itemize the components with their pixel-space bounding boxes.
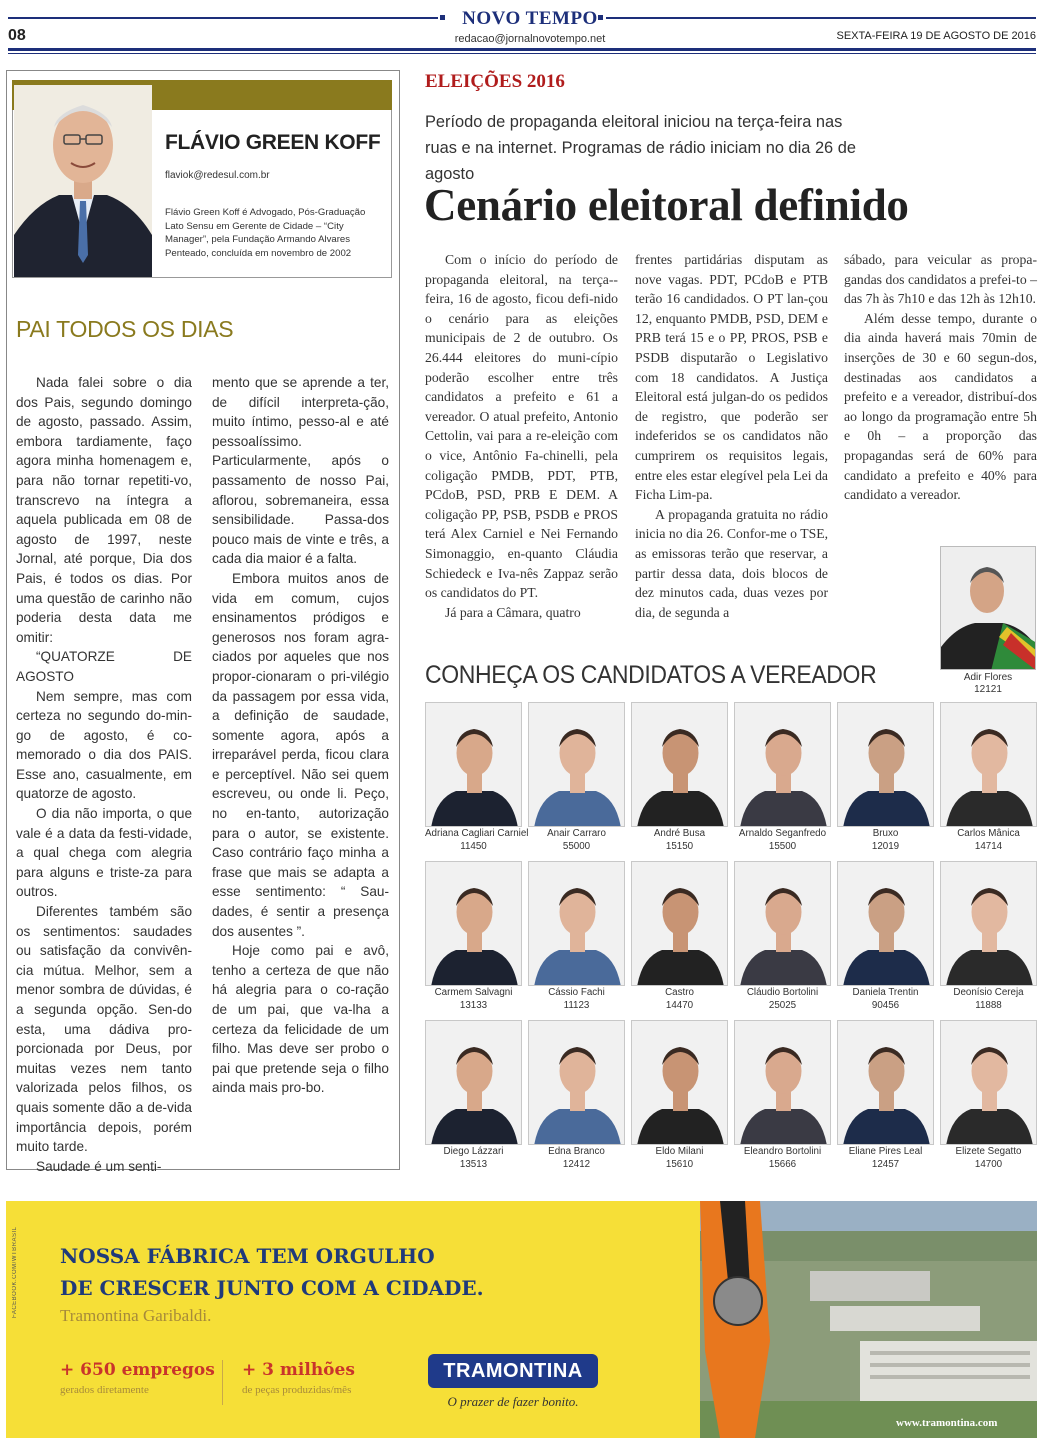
candidate-photo bbox=[734, 1020, 831, 1145]
candidate-number: 15150 bbox=[665, 840, 694, 852]
candidate-name: Carmem Salvagni bbox=[434, 987, 513, 998]
article-column-3 bbox=[844, 250, 1037, 505]
paragraph: sábado, para veicular as propa-gandas dos candidatos a prefei-to –das 7h às 7h10 e das 12h às 12h10. bbox=[844, 252, 1037, 307]
candidate-card bbox=[734, 1020, 831, 1171]
author-bio: Flávio Green Koff é Advogado, Pós-Graduação Lato Sensu em Gerente de Cidade – “City Manager”, pela Fundação Armando Alvares Penteado, concluída em novembro de 2002 bbox=[165, 207, 366, 259]
paragraph: Diferentes também são os sentimentos: saudades ou satisfação da convivên-cia mútua. Melhor, sem a menor sombra de dúvidas, é a segunda opção. Sen-do esta, uma dádiva pro-porcionada por Deus, por muitas vezes nem tanto valorizada pelos filhos, os quais somente dão a de-vida importância depois, porém muito tarde. bbox=[16, 904, 192, 1155]
candidate-name: Eldo Milani bbox=[655, 1146, 704, 1157]
candidate-photo bbox=[425, 1020, 522, 1145]
candidate-photo bbox=[528, 702, 625, 827]
candidate-card bbox=[425, 1020, 522, 1171]
candidate-card bbox=[940, 861, 1037, 1012]
featured-candidate-photo bbox=[940, 546, 1036, 670]
candidate-card bbox=[940, 702, 1037, 853]
candidate-number: 12019 bbox=[871, 840, 900, 852]
candidate-number: 90456 bbox=[871, 999, 900, 1011]
candidate-name: Daniela Trentin bbox=[852, 987, 919, 998]
paragraph: O dia não importa, o que vale é a data da festi-vidade, a qual chega com alegria para alguns e triste-za para outros. bbox=[16, 806, 192, 900]
paragraph: Além desse tempo, durante o dia ainda haverá mais 70min de inserções de 30 e 60 segun-dos, destinadas aos candidatos a prefeito e a vereador, distribuí-dos ao longo da programação entre 5h e 0h – a proporção das propagandas será de 60% para candidato a prefeito e 40% para candidato a vereador. bbox=[844, 310, 1037, 503]
candidate-photo bbox=[631, 861, 728, 986]
column-text-2 bbox=[212, 373, 389, 1098]
candidate-card bbox=[837, 861, 934, 1012]
candidate-card bbox=[528, 861, 625, 1012]
article-headline: Cenário eleitoral definido bbox=[424, 180, 909, 230]
candidate-number: 15610 bbox=[665, 1158, 694, 1170]
candidate-name: Carlos Mânica bbox=[957, 828, 1020, 839]
candidate-photo bbox=[940, 702, 1037, 827]
header-dot-right bbox=[598, 15, 603, 20]
candidate-card bbox=[734, 861, 831, 1012]
header-email[interactable]: redacao@jornalnovotempo.net bbox=[454, 33, 606, 45]
candidate-card bbox=[528, 1020, 625, 1171]
page-number: 08 bbox=[8, 27, 26, 44]
ad-side-text: FACEBOOK.COM/WTBRASIL bbox=[12, 1226, 18, 1318]
article-column-2 bbox=[635, 250, 828, 622]
candidate-card bbox=[425, 861, 522, 1012]
candidate-name: Cássio Fachi bbox=[548, 987, 605, 998]
ad-headline-line: NOSSA FÁBRICA TEM ORGULHO bbox=[60, 1244, 435, 1268]
candidate-number: 15500 bbox=[768, 840, 797, 852]
tramontina-logo[interactable]: TRAMONTINA bbox=[428, 1354, 598, 1388]
candidate-number: 12412 bbox=[562, 1158, 591, 1170]
candidate-card bbox=[631, 702, 728, 853]
candidate-number: 14470 bbox=[665, 999, 694, 1011]
candidate-number: 14714 bbox=[974, 840, 1003, 852]
candidate-photo bbox=[940, 861, 1037, 986]
newspaper-title: NOVO TEMPO bbox=[462, 8, 598, 29]
candidates-title: CONHEÇA OS CANDIDATOS A VEREADOR bbox=[425, 661, 877, 689]
ad-headline bbox=[60, 1240, 484, 1304]
paragraph: Já para a Câmara, quatro bbox=[445, 604, 581, 620]
factory-aerial-photo bbox=[700, 1201, 1037, 1438]
candidate-number: 11888 bbox=[975, 999, 1002, 1011]
article-kicker: ELEIÇÕES 2016 bbox=[425, 71, 565, 92]
candidate-card bbox=[837, 702, 934, 853]
ad-stat-pieces-caption: de peças produzidas/mês bbox=[242, 1384, 352, 1396]
candidate-photo bbox=[631, 1020, 728, 1145]
column-text-1 bbox=[16, 373, 192, 1176]
candidate-card bbox=[734, 702, 831, 853]
ad-stat-jobs-caption: gerados diretamente bbox=[60, 1384, 149, 1396]
header-rule-thin bbox=[8, 53, 1036, 54]
candidate-name: Edna Branco bbox=[548, 1146, 605, 1157]
candidate-photo bbox=[734, 702, 831, 827]
featured-candidate-caption bbox=[940, 672, 1036, 696]
candidate-name: Arnaldo Seganfredo bbox=[738, 828, 827, 839]
candidate-number: 11450 bbox=[460, 840, 487, 852]
candidate-photo bbox=[425, 861, 522, 986]
candidate-number: 12457 bbox=[871, 1158, 900, 1170]
header-line-left bbox=[8, 17, 438, 19]
candidate-name: Adriana Cagliari Carniel bbox=[425, 828, 529, 839]
candidate-card bbox=[631, 861, 728, 1012]
candidate-card bbox=[425, 702, 529, 853]
author-photo bbox=[14, 85, 152, 277]
candidate-photo bbox=[425, 702, 522, 827]
paragraph: Com o início do período de propaganda eleitoral, na terça--feira, 16 de agosto, ficou defi-nido o cenário para as eleições municipais de 2 de outubro. Os 26.444 eleitores do muni-cípio poderão escolher entre três candidatos a prefeito e 61 a vereador. O atual prefeito, Antonio Cettolin, vai para a re-eleição com o vice, Antônio Fa-chinelli, pela coligação PMDB, PDT, PTB, PCdoB, PSD, PRB E DEM. A coligação PP, PSB, PSDB e PROS terá Alex Carniel e Nei Fernando Simonaggio, en-quanto Cláudia Schiedeck e Iva-nês Zappaz serão os candidatos do PT. bbox=[425, 252, 618, 601]
candidate-number: 55000 bbox=[562, 840, 591, 852]
article-deck: Período de propaganda eleitoral iniciou na terça-feira nas ruas e na internet. Programas de rádio iniciam no dia 26 de agosto bbox=[425, 113, 856, 183]
candidate-photo bbox=[528, 861, 625, 986]
paragraph: Embora muitos anos de vida em comum, cujos ensinamentos pródigos e generosos nos foram agra-ciados por aqueles que nos propor-cionaram o pri-vilégio da passagem por essa vida, a definição de saudade, somente agora, após a irreparável perda, ficou clara e perceptível. Não sei quem escreveu, ou onde li. Peço, no en-tanto, autorização para o autor, se existente. Caso contrário faço minha a frase que mais se adapta a esse sentimento: “ Sau-dades, é sentir a presença dos ausentes ”. bbox=[212, 570, 389, 939]
ad-headline-line: DE CRESCER JUNTO COM A CIDADE. bbox=[60, 1276, 484, 1300]
candidate-name: Adir Flores bbox=[963, 672, 1013, 683]
candidate-photo bbox=[837, 702, 934, 827]
candidate-photo bbox=[734, 861, 831, 986]
candidate-photo bbox=[631, 702, 728, 827]
header-date: SEXTA-FEIRA 19 DE AGOSTO DE 2016 bbox=[836, 30, 1036, 42]
candidate-name: Deonísio Cereja bbox=[953, 987, 1024, 998]
candidate-number: 14700 bbox=[974, 1158, 1003, 1170]
candidate-number: 12121 bbox=[974, 684, 1002, 695]
author-email[interactable]: flaviok@redesul.com.br bbox=[165, 170, 270, 181]
candidate-photo bbox=[528, 1020, 625, 1145]
ad-url[interactable]: www.tramontina.com bbox=[896, 1417, 998, 1429]
paragraph: Nem sempre, mas com certeza no segundo do-min-go de agosto, é co-memorado o dia dos PAIS. Esse ano, casualmente, em quatorze de agosto. bbox=[16, 688, 192, 802]
ad-stat-jobs: + 650 empregos bbox=[60, 1360, 215, 1380]
ad-tagline: O prazer de fazer bonito. bbox=[447, 1394, 579, 1409]
candidate-card bbox=[631, 1020, 728, 1171]
paragraph: “QUATORZE DE AGOSTO bbox=[16, 649, 192, 684]
candidate-name: Eleandro Bortolini bbox=[743, 1146, 822, 1157]
candidate-photo bbox=[837, 861, 934, 986]
candidate-name: André Busa bbox=[653, 828, 706, 839]
candidate-card bbox=[940, 1020, 1037, 1171]
paragraph: Saudade é um senti- bbox=[36, 1158, 162, 1174]
candidate-number: 15666 bbox=[768, 1158, 797, 1170]
candidate-card bbox=[837, 1020, 934, 1171]
candidate-name: Bruxo bbox=[872, 828, 899, 839]
ad-divider bbox=[222, 1360, 223, 1405]
candidate-name: Cláudio Bortolini bbox=[746, 987, 819, 998]
candidate-number: 11123 bbox=[563, 999, 590, 1011]
header-rule bbox=[8, 48, 1036, 51]
candidate-number: 13133 bbox=[459, 999, 488, 1011]
ad-subtitle: Tramontina Garibaldi. bbox=[60, 1306, 212, 1325]
candidate-name: Diego Lázzari bbox=[443, 1146, 504, 1157]
candidate-photo bbox=[837, 1020, 934, 1145]
paragraph: Hoje como pai e avô, tenho a certeza de que não há alegria para o co-ração de um pai, que va-lha a certeza da felicidade de um filho. Mas deve ser probo o pai que pretende seja o filho ainda mais pro-bo. bbox=[212, 943, 389, 1096]
paragraph: mento que se aprende a ter, de difícil interpreta-ção, muito íntimo, pesso-al e até pessoalíssimo. Particularmente, após o passamento de nosso Pai, aflorou, sobremaneira, essa sensibilidade. Passa-dos pouco mais de vinte e três, a cada dia maior é a falta. bbox=[212, 375, 389, 567]
header-line-right bbox=[606, 17, 1036, 19]
candidate-number: 13513 bbox=[459, 1158, 488, 1170]
candidate-name: Anair Carraro bbox=[547, 828, 606, 839]
candidate-name: Elizete Segatto bbox=[955, 1146, 1022, 1157]
column-title: PAI TODOS OS DIAS bbox=[16, 316, 234, 342]
paragraph: A propaganda gratuita no rádio inicia no dia 26. Confor-me o TSE, as emissoras terão que reservar, a partir dessa data, dois blocos de dez minutos cada, duas vezes por dia, de segunda a bbox=[635, 506, 828, 620]
candidate-number: 25025 bbox=[768, 999, 797, 1011]
candidate-photo bbox=[940, 1020, 1037, 1145]
author-name: FLÁVIO GREEN KOFF bbox=[165, 131, 381, 154]
paragraph: Nada falei sobre o dia dos Pais, segundo domingo de agosto, passado. Assim, embora tardiamente, faço agora minha homenagem e, para não tornar repetiti-vo, transcrevo na íntegra a aquela publicada em 08 de agosto de 1997, neste Jornal, até porque, Dia dos Pais, é todos os dias. Por uma questão de carinho não poderia desta data me omitir: bbox=[16, 375, 192, 645]
ad-stat-pieces: + 3 milhões bbox=[242, 1360, 355, 1380]
article-column-1 bbox=[425, 250, 618, 622]
candidate-card bbox=[528, 702, 625, 853]
candidate-name: Eliane Pires Leal bbox=[848, 1146, 923, 1157]
candidate-name: Castro bbox=[665, 987, 694, 998]
paragraph: frentes partidárias disputam as nove vagas. PDT, PCdoB e PTB terão 16 candidados. O PT lan-çou 12, enquanto PMDB, PSD, DEM e PRB terá 15 e o PP, PROS, PSB e PSDB disputarão o Legislativo com 18 candidatos. A Justiça Eleitoral está julgan-do os pedidos de registro, que poderão ser indeferidos se os candidatos não cumprirem os requisitos legais, entre eles estar elegível pela Lei da Ficha Lim-pa. bbox=[635, 252, 828, 503]
